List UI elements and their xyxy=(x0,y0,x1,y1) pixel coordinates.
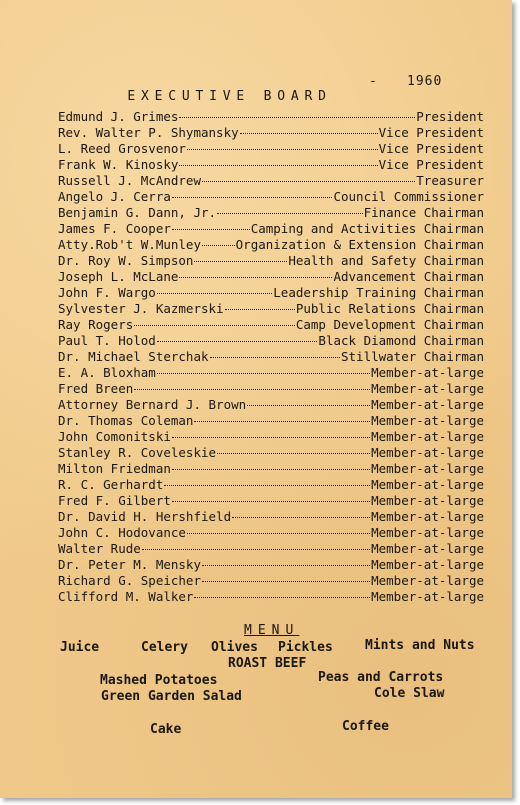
board-row xyxy=(58,557,484,573)
board-row xyxy=(58,525,484,541)
member-name: Dr. Peter M. Mensky xyxy=(58,557,201,572)
menu-item-roast-beef: ROAST BEEF xyxy=(228,656,307,671)
member-name: Paul T. Holod xyxy=(58,333,156,348)
board-row xyxy=(58,573,484,589)
member-name: Attorney Bernard J. Brown xyxy=(58,397,247,412)
board-row xyxy=(58,317,484,333)
member-title: Vice President xyxy=(378,141,484,156)
menu-item-garden-salad: Green Garden Salad xyxy=(101,689,242,704)
board-row xyxy=(58,125,484,141)
board-row xyxy=(58,461,484,477)
dotted-leader xyxy=(179,165,377,166)
board-list xyxy=(58,109,484,605)
member-name: James F. Cooper xyxy=(58,221,171,236)
member-name: Benjamin G. Dann, Jr. xyxy=(58,205,217,220)
board-row xyxy=(58,493,484,509)
heading-year: 1960 xyxy=(407,74,443,89)
menu-item-celery: Celery xyxy=(141,640,188,655)
member-title: Camp Development Chairman xyxy=(295,317,484,332)
board-row xyxy=(58,333,484,349)
member-title: Camping and Activities Chairman xyxy=(250,221,484,236)
member-name: Dr. David H. Hershfield xyxy=(58,509,232,524)
member-title: Leadership Training Chairman xyxy=(273,285,484,300)
member-name: Walter Rude xyxy=(58,541,141,556)
member-name: John C. Hodovance xyxy=(58,525,186,540)
dotted-leader xyxy=(179,117,415,118)
member-title: Treasurer xyxy=(416,173,484,188)
board-row xyxy=(58,173,484,189)
dotted-leader xyxy=(202,581,370,582)
dotted-leader xyxy=(217,453,370,454)
board-row xyxy=(58,509,484,525)
menu-item-peas-carrots: Peas and Carrots xyxy=(318,670,444,685)
member-title: Black Diamond Chairman xyxy=(318,333,484,348)
board-row xyxy=(58,397,484,413)
member-title: Member-at-large xyxy=(371,461,484,476)
board-row xyxy=(58,237,484,253)
member-name: Frank W. Kinosky xyxy=(58,157,179,172)
dotted-leader xyxy=(217,213,363,214)
member-title: Health and Safety Chairman xyxy=(288,253,484,268)
board-row xyxy=(58,205,484,221)
dotted-leader xyxy=(157,341,318,342)
board-row xyxy=(58,285,484,301)
member-title: Member-at-large xyxy=(371,573,484,588)
menu-item-olives: Olives xyxy=(211,640,258,655)
member-title: Council Commissioner xyxy=(333,189,484,204)
member-name: Rev. Walter P. Shymansky xyxy=(58,125,239,140)
member-name: L. Reed Grosvenor xyxy=(58,141,186,156)
member-name: Russell J. McAndrew xyxy=(58,173,201,188)
dotted-leader xyxy=(172,437,370,438)
member-title: Member-at-large xyxy=(371,365,484,380)
board-row xyxy=(58,141,484,157)
member-name: Clifford M. Walker xyxy=(58,589,194,604)
member-title: Member-at-large xyxy=(371,445,484,460)
dotted-leader xyxy=(134,389,370,390)
dotted-leader xyxy=(240,133,378,134)
board-row xyxy=(58,589,484,605)
dotted-leader xyxy=(194,597,370,598)
member-name: John Comonitski xyxy=(58,429,171,444)
dotted-leader xyxy=(142,549,370,550)
member-name: Ray Rogers xyxy=(58,317,134,332)
dotted-leader xyxy=(164,485,370,486)
board-row xyxy=(58,301,484,317)
member-name: Dr. Roy W. Simpson xyxy=(58,253,194,268)
member-name: Sylvester J. Kazmerski xyxy=(58,301,224,316)
member-name: Fred F. Gilbert xyxy=(58,493,171,508)
board-row xyxy=(58,157,484,173)
dotted-leader xyxy=(187,149,378,150)
member-title: President xyxy=(416,109,484,124)
member-title: Vice President xyxy=(378,157,484,172)
board-row xyxy=(58,381,484,397)
board-row xyxy=(58,365,484,381)
member-title: Advancement Chairman xyxy=(333,269,484,284)
dotted-leader xyxy=(134,325,295,326)
member-title: Member-at-large xyxy=(371,589,484,604)
board-row xyxy=(58,429,484,445)
dotted-leader xyxy=(210,357,340,358)
dotted-leader xyxy=(225,309,295,310)
member-title: Member-at-large xyxy=(371,477,484,492)
board-row xyxy=(58,221,484,237)
dotted-leader xyxy=(247,405,370,406)
member-name: Fred Breen xyxy=(58,381,134,396)
menu-item-mints-nuts: Mints and Nuts xyxy=(365,638,475,653)
dotted-leader xyxy=(194,261,287,262)
menu-item-cake: Cake xyxy=(150,722,182,737)
dotted-leader xyxy=(172,501,370,502)
member-title: Public Relations Chairman xyxy=(295,301,484,316)
board-row xyxy=(58,445,484,461)
heading-separator: - xyxy=(369,74,377,89)
member-name: Richard G. Speicher xyxy=(58,573,201,588)
dotted-leader xyxy=(172,229,250,230)
member-name: Joseph L. McLane xyxy=(58,269,179,284)
dotted-leader xyxy=(157,293,272,294)
member-title: Member-at-large xyxy=(371,397,484,412)
menu-item-cole-slaw: Cole Slaw xyxy=(374,686,445,701)
member-name: Dr. Michael Sterchak xyxy=(58,349,209,364)
member-title: Member-at-large xyxy=(371,509,484,524)
member-title: Member-at-large xyxy=(371,557,484,572)
member-title: Member-at-large xyxy=(371,381,484,396)
member-name: Dr. Thomas Coleman xyxy=(58,413,194,428)
board-row xyxy=(58,253,484,269)
dotted-leader xyxy=(179,277,332,278)
member-title: Member-at-large xyxy=(371,493,484,508)
menu-item-coffee: Coffee xyxy=(342,719,389,734)
board-row xyxy=(58,109,484,125)
menu-item-juice: Juice xyxy=(60,640,100,655)
dotted-leader xyxy=(172,469,370,470)
dotted-leader xyxy=(202,245,235,246)
member-title: Member-at-large xyxy=(371,429,484,444)
member-title: Member-at-large xyxy=(371,413,484,428)
dotted-leader xyxy=(232,517,370,518)
menu-item-pickles: Pickles xyxy=(278,640,333,655)
member-title: Vice President xyxy=(378,125,484,140)
member-title: Organization & Extension Chairman xyxy=(235,237,484,252)
member-name: E. A. Bloxham xyxy=(58,365,156,380)
member-title: Stillwater Chairman xyxy=(341,349,484,364)
board-row xyxy=(58,413,484,429)
member-name: Atty.Rob't W.Munley xyxy=(58,237,201,252)
board-row xyxy=(58,349,484,365)
dotted-leader xyxy=(194,421,370,422)
dotted-leader xyxy=(172,197,333,198)
member-title: Member-at-large xyxy=(371,525,484,540)
board-heading-title: EXECUTIVE BOARD xyxy=(127,89,332,104)
board-row xyxy=(58,269,484,285)
member-name: R. C. Gerhardt xyxy=(58,477,164,492)
board-row xyxy=(58,189,484,205)
member-title: Finance Chairman xyxy=(363,205,484,220)
dotted-leader xyxy=(157,373,370,374)
member-name: John F. Wargo xyxy=(58,285,156,300)
menu-item-mashed-potatoes: Mashed Potatoes xyxy=(100,673,218,688)
board-row xyxy=(58,477,484,493)
member-name: Angelo J. Cerra xyxy=(58,189,171,204)
menu-title: MENU xyxy=(244,623,300,638)
member-name: Stanley R. Coveleskie xyxy=(58,445,217,460)
dotted-leader xyxy=(187,533,370,534)
board-row xyxy=(58,541,484,557)
member-name: Edmund J. Grimes xyxy=(58,109,179,124)
member-title: Member-at-large xyxy=(371,541,484,556)
dotted-leader xyxy=(202,565,370,566)
member-name: Milton Friedman xyxy=(58,461,171,476)
dotted-leader xyxy=(202,181,415,182)
